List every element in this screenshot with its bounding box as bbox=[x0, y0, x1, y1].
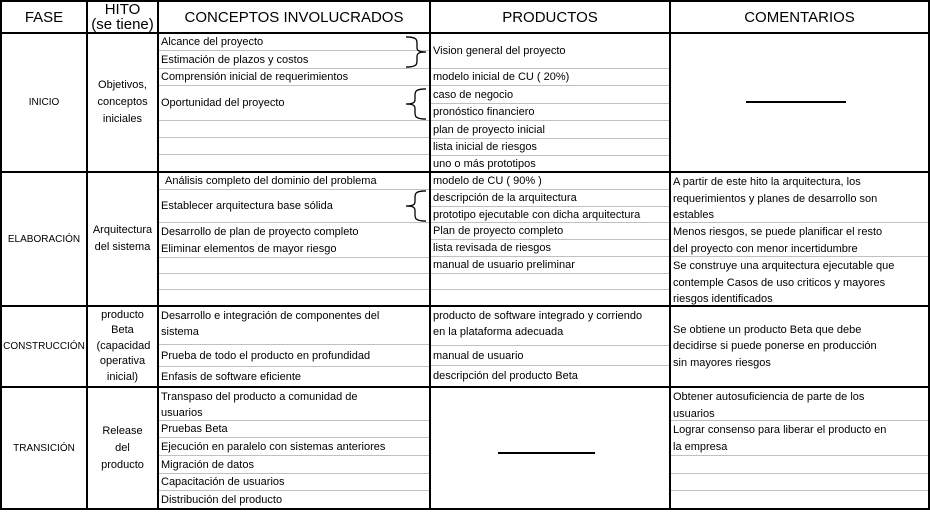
header-conceptos-label: CONCEPTOS INVOLUCRADOS bbox=[184, 8, 404, 26]
concepto-row: Desarrollo e integración de componentes del sistema bbox=[159, 307, 429, 345]
comentario-block: Lograr consenso para liberar el producto en la empresa bbox=[671, 421, 928, 456]
fase-label-elaboracion: ELABORACIÓN bbox=[7, 233, 81, 245]
empty-row bbox=[431, 290, 669, 305]
producto-row: descripción del producto Beta bbox=[433, 370, 578, 382]
blank-dash-comentarios-inicio bbox=[746, 101, 846, 103]
header-hito-label: HITO bbox=[104, 2, 141, 18]
producto-row: pronóstico financiero bbox=[431, 104, 669, 121]
producto-row: modelo inicial de CU ( 20%) bbox=[431, 69, 669, 86]
empty-row bbox=[671, 491, 928, 508]
grouping-brace-left bbox=[404, 190, 428, 222]
producto-row: Plan de proyecto completo bbox=[431, 223, 669, 240]
empty-row bbox=[671, 456, 928, 474]
producto-row: producto de software integrado y corriendo en la plataforma adecuada bbox=[431, 307, 669, 346]
producto-row: lista inicial de riesgos bbox=[431, 139, 669, 156]
header-fase-label: FASE bbox=[24, 8, 64, 26]
hito-label-inicio: Objetivos, conceptos iniciales bbox=[97, 79, 148, 125]
fase-label-construccion: CONSTRUCCIÓN bbox=[3, 341, 85, 352]
comentario-block: Obtener autosuficiencia de parte de los usuarios bbox=[671, 388, 928, 421]
producto-row: uno o más prototipos bbox=[433, 157, 536, 170]
empty-row bbox=[431, 274, 669, 290]
concepto-row: Transpaso del producto a comunidad de usuarios bbox=[159, 388, 429, 421]
header-fase bbox=[2, 2, 86, 32]
comentario-block: Se construye una arquitectura ejecutable que contemple Casos de uso criticos y mayores riesgos identificados bbox=[673, 260, 895, 305]
concepto-row: Capacitación de usuarios bbox=[159, 474, 429, 491]
concepto-row: Eliminar elementos de mayor riesgo bbox=[159, 240, 429, 258]
productos-cell-elaboracion bbox=[431, 173, 669, 305]
table-border-bottom bbox=[0, 508, 930, 510]
conceptos-cell-elaboracion bbox=[159, 173, 429, 305]
hito-label-construccion: producto Beta (capacidad operativa inicial) bbox=[96, 308, 151, 383]
hito-label-elaboracion: Arquitectura del sistema bbox=[92, 224, 153, 253]
concepto-row: Migración de datos bbox=[159, 456, 429, 474]
producto-row: prototipo ejecutable con dicha arquitectura bbox=[431, 207, 669, 223]
header-comentarios-label: COMENTARIOS bbox=[744, 8, 855, 26]
concepto-row: Alcance del proyecto bbox=[159, 34, 429, 51]
header-productos bbox=[431, 2, 669, 32]
conceptos-cell-inicio bbox=[159, 34, 429, 171]
blank-dash-productos-transicion bbox=[498, 452, 595, 454]
concepto-row: Desarrollo de plan de proyecto completo bbox=[161, 225, 359, 238]
hito-cell-construccion bbox=[88, 307, 157, 386]
empty-row bbox=[159, 121, 429, 138]
concepto-row: Enfasis de software eficiente bbox=[161, 370, 302, 383]
producto-row: modelo de CU ( 90% ) bbox=[431, 173, 669, 190]
producto-row: manual de usuario bbox=[431, 346, 669, 366]
header-conceptos bbox=[159, 2, 429, 32]
comentarios-cell-elaboracion bbox=[671, 173, 928, 305]
concepto-row: Estimación de plazos y costos bbox=[159, 51, 429, 69]
comentario-block: Se obtiene un producto Beta que debe decidirse si puede ponerse en producción sin mayores riesgos bbox=[673, 323, 877, 369]
hito-cell-inicio bbox=[88, 34, 157, 171]
empty-row bbox=[159, 274, 429, 290]
hito-label-transicion: Release del producto bbox=[101, 424, 144, 471]
concepto-row: Prueba de todo el producto en profundidad bbox=[159, 345, 429, 367]
header-comentarios bbox=[671, 2, 928, 32]
comentario-block: Menos riesgos, se puede planificar el resto del proyecto con menor incertidumbre bbox=[671, 223, 928, 257]
concepto-row: Análisis completo del dominio del problema bbox=[159, 173, 429, 190]
header-hito bbox=[88, 2, 157, 32]
comentarios-cell-transicion bbox=[671, 388, 928, 508]
hito-cell-transicion bbox=[88, 388, 157, 508]
header-hito-sublabel: (se tiene) bbox=[91, 16, 154, 32]
empty-row bbox=[671, 474, 928, 491]
empty-row bbox=[159, 290, 429, 305]
producto-row: Vision general del proyecto bbox=[431, 34, 669, 69]
fase-cell-elaboracion bbox=[2, 173, 86, 305]
concepto-row: Oportunidad del proyecto bbox=[159, 86, 429, 121]
comentarios-cell-construccion bbox=[671, 307, 930, 386]
productos-cell-inicio bbox=[431, 34, 669, 171]
header-productos-label: PRODUCTOS bbox=[502, 8, 598, 26]
empty-row bbox=[159, 138, 429, 155]
fase-label-transicion: TRANSICIÓN bbox=[13, 442, 75, 454]
grouping-brace-right bbox=[404, 36, 428, 68]
empty-row bbox=[159, 155, 429, 171]
hito-cell-elaboracion bbox=[88, 173, 157, 305]
producto-row: plan de proyecto inicial bbox=[431, 121, 669, 139]
conceptos-cell-transicion bbox=[159, 388, 429, 508]
producto-row: manual de usuario preliminar bbox=[431, 257, 669, 274]
conceptos-cell-construccion bbox=[159, 307, 429, 386]
fase-label-inicio: INICIO bbox=[28, 97, 60, 108]
concepto-row: Comprensión inicial de requerimientos bbox=[159, 69, 429, 86]
concepto-row: Distribución del producto bbox=[161, 493, 283, 506]
grouping-brace-left bbox=[404, 88, 428, 120]
fase-cell-construccion bbox=[2, 307, 86, 386]
producto-row: lista revisada de riesgos bbox=[431, 240, 669, 257]
concepto-row: Establecer arquitectura base sólida bbox=[159, 190, 429, 223]
empty-row bbox=[159, 258, 429, 274]
productos-cell-construccion bbox=[431, 307, 669, 386]
comentario-block: A partir de este hito la arquitectura, los requerimientos y planes de desarrollo son estables bbox=[671, 173, 928, 223]
producto-row: descripción de la arquitectura bbox=[431, 190, 669, 207]
concepto-row: Pruebas Beta bbox=[159, 421, 429, 438]
fase-cell-transicion bbox=[2, 388, 86, 508]
concepto-row: Ejecución en paralelo con sistemas anteriores bbox=[159, 438, 429, 456]
producto-row: caso de negocio bbox=[431, 86, 669, 104]
fase-cell-inicio bbox=[2, 34, 86, 171]
